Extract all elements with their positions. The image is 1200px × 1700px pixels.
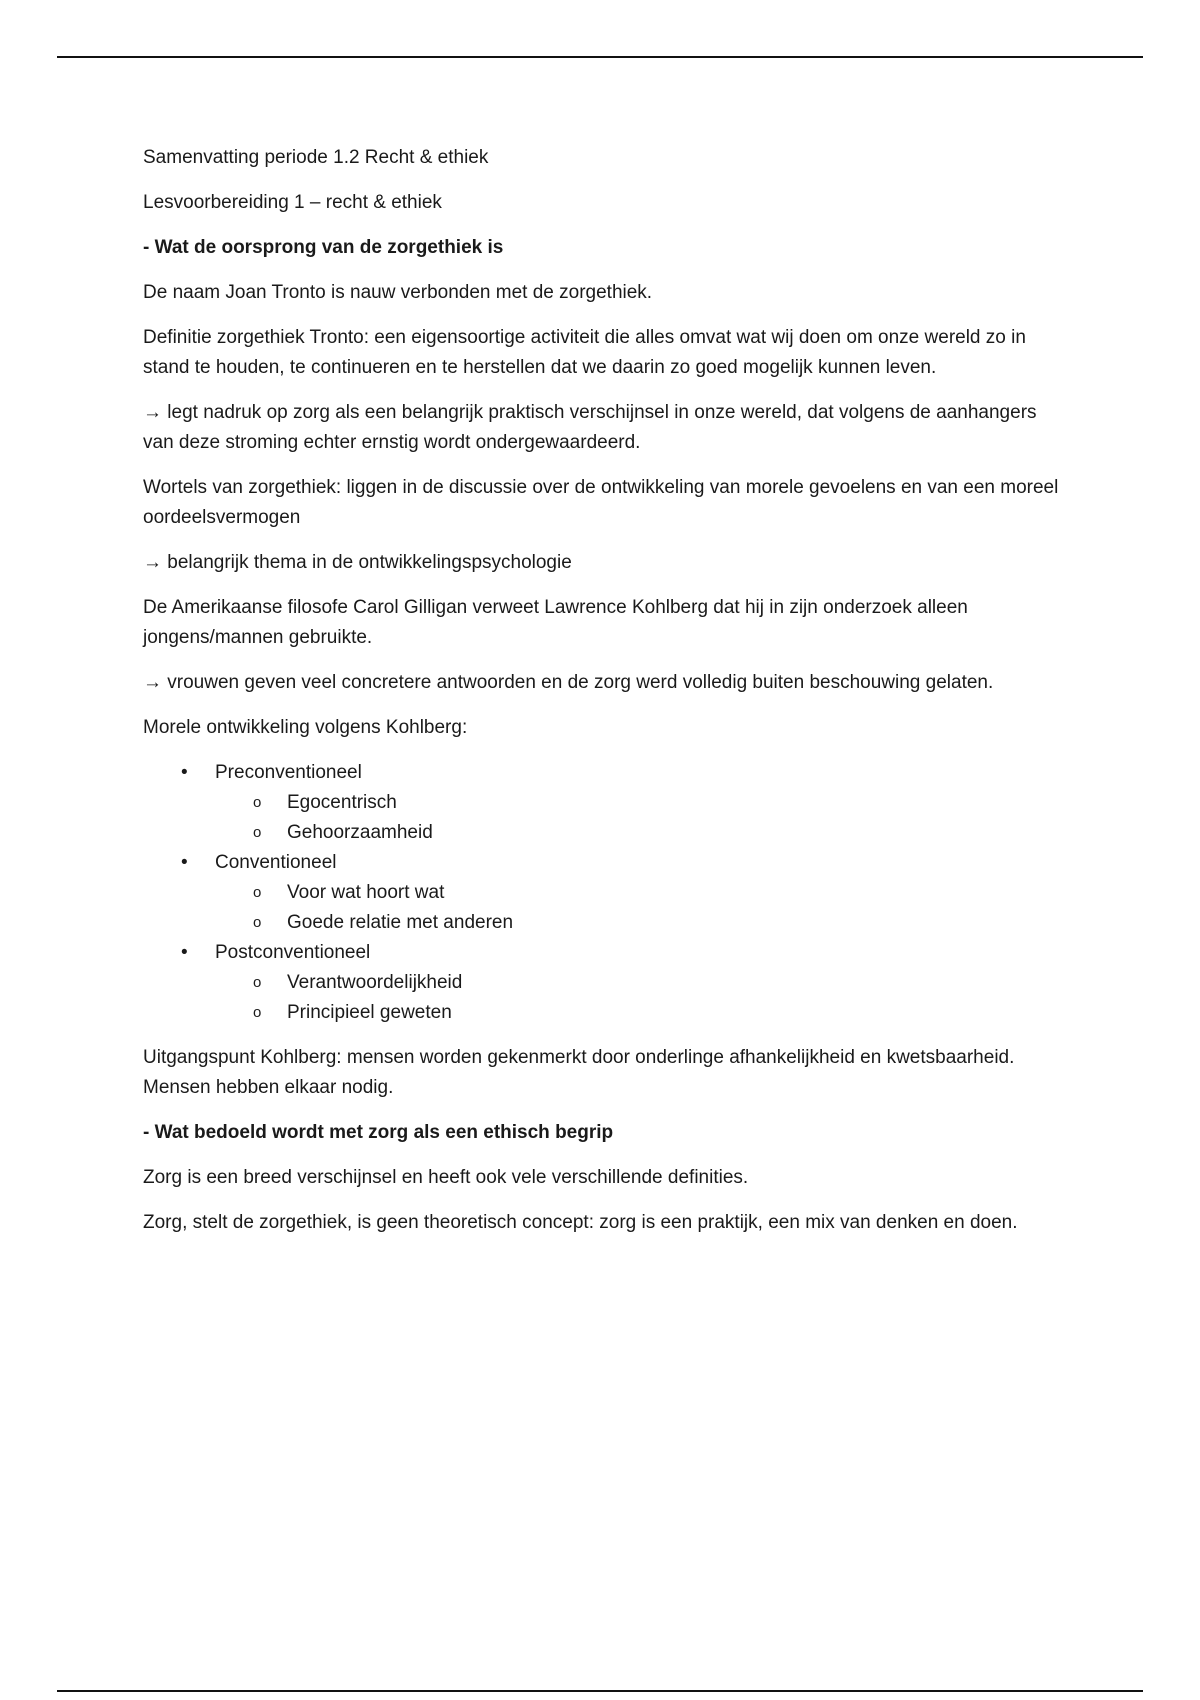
footer-rule [57,1690,1143,1692]
sub-list-item-label: Verantwoordelijkheid [287,972,463,993]
sub-list [215,968,1063,1028]
document-body [143,143,1063,1253]
paragraph: De naam Joan Tronto is nauw verbonden met de zorgethiek. [143,282,653,303]
paragraph: Definitie zorgethiek Tronto: een eigensoortige activiteit die alles omvat wat wij doen om onze wereld zo in stand te houden, te continueren en te herstellen dat we daarin zo goed mogelijk kunnen leven. [143,327,1026,378]
bullet-icon: • [181,762,188,783]
sub-list-item [215,818,1063,848]
list-item [143,938,1063,1028]
circle-bullet-icon: o [253,974,262,991]
circle-bullet-icon: o [253,794,262,811]
section-heading-zorg-ethisch-begrip: - Wat bedoeld wordt met zorg als een ethisch begrip [143,1122,614,1143]
paragraph: Uitgangspunt Kohlberg: mensen worden gekenmerkt door onderlinge afhankelijkheid en kwetsbaarheid. Mensen hebben elkaar nodig. [143,1047,1015,1098]
list-item-label: Conventioneel [215,852,337,873]
sub-list-item-label: Voor wat hoort wat [287,882,445,903]
circle-bullet-icon: o [253,914,262,931]
bullet-icon: • [181,852,188,873]
sub-list-item [215,908,1063,938]
document-subtitle: Lesvoorbereiding 1 – recht & ethiek [143,192,442,213]
sub-list [215,788,1063,848]
paragraph: Morele ontwikkeling volgens Kohlberg: [143,717,468,738]
sub-list-item [215,998,1063,1028]
sub-list-item-label: Principieel geweten [287,1002,452,1023]
paragraph: Wortels van zorgethiek: liggen in de discussie over de ontwikkeling van morele gevoelens en van een moreel oordeelsvermogen [143,477,1059,528]
kohlberg-stages-list [143,758,1063,1028]
paragraph: → belangrijk thema in de ontwikkelingspsychologie [143,552,572,573]
sub-list-item-label: Gehoorzaamheid [287,822,433,843]
circle-bullet-icon: o [253,824,262,841]
sub-list-item-label: Goede relatie met anderen [287,912,514,933]
document-title: Samenvatting periode 1.2 Recht & ethiek [143,147,489,168]
list-item-label: Preconventioneel [215,762,362,783]
sub-list [215,878,1063,938]
list-item-label: Postconventioneel [215,942,371,963]
paragraph: → legt nadruk op zorg als een belangrijk praktisch verschijnsel in onze wereld, dat volgens de aanhangers van deze stroming echter ernstig wordt ondergewaardeerd. [143,402,1037,453]
paragraph: De Amerikaanse filosofe Carol Gilligan verweet Lawrence Kohlberg dat hij in zijn onderzoek alleen jongens/mannen gebruikte. [143,597,968,648]
sub-list-item-label: Egocentrisch [287,792,397,813]
list-item [143,848,1063,938]
circle-bullet-icon: o [253,1004,262,1021]
circle-bullet-icon: o [253,884,262,901]
paragraph: Zorg, stelt de zorgethiek, is geen theoretisch concept: zorg is een praktijk, een mix van denken en doen. [143,1212,1018,1233]
sub-list-item [215,878,1063,908]
paragraph: → vrouwen geven veel concretere antwoorden en de zorg werd volledig buiten beschouwing gelaten. [143,672,994,693]
sub-list-item [215,968,1063,998]
paragraph: Zorg is een breed verschijnsel en heeft ook vele verschillende definities. [143,1167,749,1188]
header-rule [57,56,1143,58]
sub-list-item [215,788,1063,818]
bullet-icon: • [181,942,188,963]
section-heading-oorsprong: - Wat de oorsprong van de zorgethiek is [143,237,504,258]
list-item [143,758,1063,848]
